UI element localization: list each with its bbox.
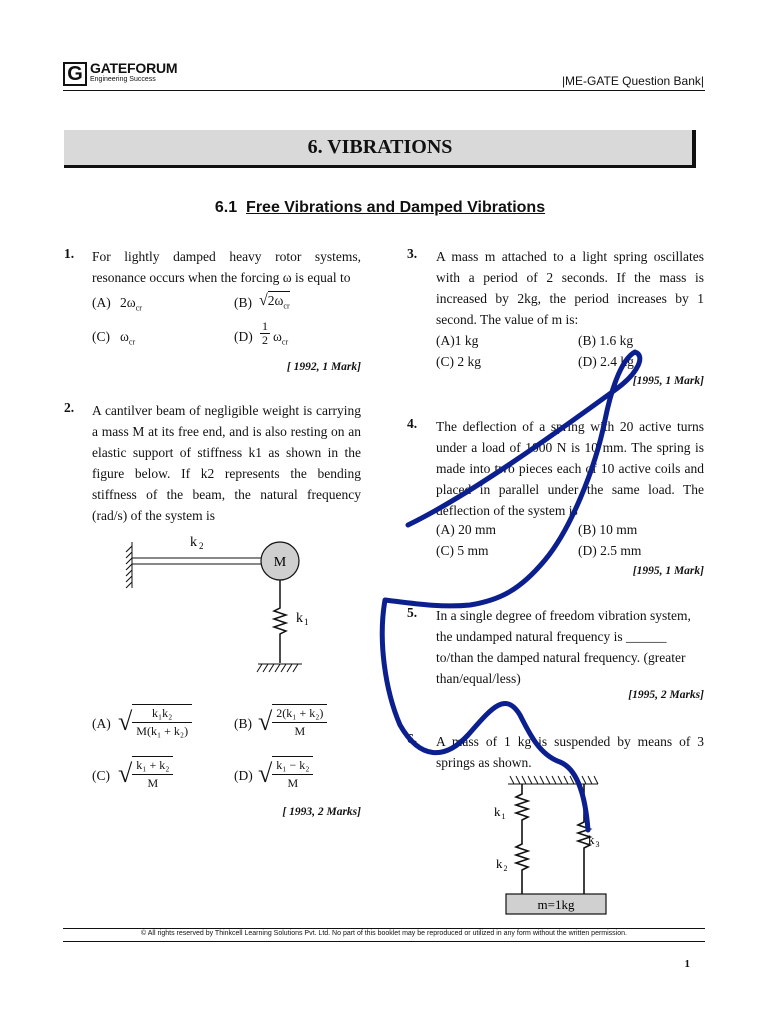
mass-label: M <box>273 555 287 570</box>
formula-c: √ k₁ + k₂ M <box>118 756 173 792</box>
question-number: 6. <box>407 731 418 746</box>
formula-b: √ 2(k₁ + k₂) M <box>258 704 327 740</box>
question-number: 1. <box>64 246 75 261</box>
section-title: Free Vibrations and Damped Vibrations <box>246 199 546 216</box>
option-value: $2\omega_{cr}$ <box>120 295 142 313</box>
copyright-notice: © All rights reserved by Thinkcell Learning Solutions Pvt. Ltd. No part of this booklet may be reproduced or utilized in any form without the written permission. <box>141 930 627 937</box>
question-text: A cantilver beam of negligible weight is carrying a mass M at its free end, and is also resting on an elastic support of stiffness k1 as shown in the figure below. If k2 represents the bending stiffness of the beam, the natural frequency (rad/s) of the system is <box>92 403 361 523</box>
k3-label: $k_3$ <box>588 832 600 849</box>
question-text: A mass of 1 kg is suspended by means of 3 springs as shown. <box>436 734 704 770</box>
k2-label: $k_2$ <box>496 856 508 873</box>
page-number: 1 <box>684 958 690 970</box>
question-number: 2. <box>64 400 75 415</box>
question-reference: [1995, 1 Mark] <box>632 565 704 577</box>
question-reference: [ 1993, 2 Marks] <box>282 806 361 818</box>
option-a: (A) 20 mm <box>436 522 496 537</box>
question-number: 5. <box>407 605 418 620</box>
option-label: (B) <box>234 716 252 731</box>
option-value: $\omega_{cr}$ <box>120 329 136 347</box>
option-a: (A)1 kg <box>436 333 479 348</box>
option-d: (D) 2.4 kg <box>578 354 634 369</box>
option-label: (C) <box>92 768 110 783</box>
footer-rule <box>63 941 705 942</box>
question-reference: [ 1992, 1 Mark] <box>286 361 361 373</box>
option-value: $\omega_{cr}$ <box>273 329 289 347</box>
question-number: 4. <box>407 416 418 431</box>
option-c: (C) 2 kg <box>436 354 481 369</box>
question-text: For lightly damped heavy rotor systems, resonance occurs when the forcing ω is equal to <box>92 249 361 285</box>
option-b: (B) 1.6 kg <box>578 333 634 348</box>
option-label: (D) <box>234 768 253 783</box>
question-text: A mass m attached to a light spring oscillates with a period of 2 seconds. If the mass is increased by 2kg, the period increases by 1 second. The value of m is: <box>436 249 704 327</box>
k2-label: k $_2$ <box>190 535 204 551</box>
k1-label: $k_1$ <box>494 804 506 821</box>
question-text: The deflection of a spring with 20 active turns under a load of 1000 N is 10 mm. The spring is made into two pieces each of 10 active coils and placed in parallel under the same load. The deflection of the system is <box>436 419 704 518</box>
option-c: (C) 5 mm <box>436 543 489 558</box>
option-b: (B) 10 mm <box>578 522 638 537</box>
footer-rule <box>63 928 705 929</box>
k1-label: $k_1$ <box>296 611 309 627</box>
option-label: (A) <box>92 716 111 731</box>
mass-label: m=1kg <box>537 897 575 912</box>
chapter-title: 6. VIBRATIONS <box>307 136 453 158</box>
option-label: (D) <box>234 329 253 344</box>
question-number: 3. <box>407 246 418 261</box>
option-label: (B) <box>234 295 252 310</box>
option-d: (D) 2.5 mm <box>578 543 642 558</box>
logo-name: GATEFORUM <box>90 60 178 76</box>
fraction: 1 2 <box>262 319 268 347</box>
logo-tagline: Engineering Success <box>90 76 156 83</box>
section-number: 6.1 <box>214 199 238 216</box>
formula-d: √ k₁ − k₂ M <box>258 756 313 792</box>
logo-mark: G <box>63 62 87 86</box>
option-label: (C) <box>92 329 110 344</box>
question-reference: [1995, 2 Marks] <box>628 689 704 701</box>
question-text: In a single degree of freedom vibration system, the undamped natural frequency is ______ to/than the damped natural frequency. (greater than/equal/less) <box>436 608 691 686</box>
formula-a: √ k₁k₂ M(k₁ + k₂) <box>118 704 192 740</box>
option-label: (A) <box>92 295 111 310</box>
scribble-stroke <box>382 352 640 830</box>
option-value: $√2\omega_{cr}$ <box>259 292 290 311</box>
question-reference: [1995, 1 Mark] <box>632 375 704 387</box>
question-bank-label: |ME-GATE Question Bank| <box>561 74 704 88</box>
